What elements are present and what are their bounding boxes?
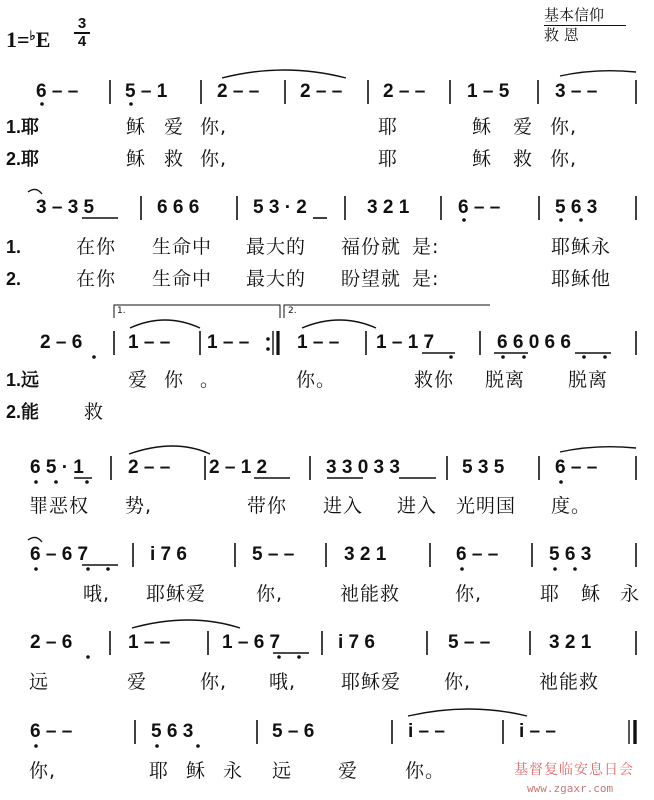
lyric-verse2: 救 (513, 148, 534, 170)
measure-notes: 3 2 1 (344, 544, 387, 565)
lyric-verse1: 爱 (164, 116, 185, 138)
lyric-line: 罪恶权 (29, 495, 90, 517)
measure-notes: 5 – – (448, 632, 491, 653)
lyric-line: 你。 (405, 760, 446, 782)
measure-notes: 3 2 1 (367, 197, 410, 218)
measure-notes: 5 3 5 (462, 457, 505, 478)
lyric-line: 你, (444, 671, 472, 693)
measure-notes: 6 – – (458, 197, 501, 218)
lyric-verse2: 2. (6, 269, 22, 289)
lyric-verse2: 最大的 (246, 268, 307, 290)
measure-notes: 2 – 1 2 (209, 457, 268, 478)
lyric-verse1: 1.耶 (6, 117, 40, 137)
measure-notes: 2 – – (300, 81, 343, 102)
final-barline (629, 720, 635, 744)
lyric-verse2: 2.耶 (6, 149, 40, 169)
lyric-line: 你, (256, 583, 284, 605)
lyric-verse1: 脱离 (485, 369, 526, 391)
lyric-verse1: 稣 (126, 116, 147, 138)
measure-notes: i – – (519, 721, 556, 742)
measure-notes: 1 – – (297, 332, 340, 353)
lyric-line: 耶 (149, 760, 170, 782)
lyric-verse2: 救 (164, 148, 185, 170)
measure-notes: 2 – – (128, 457, 171, 478)
measure-notes: 1 – 1 7 (376, 332, 435, 353)
measure-notes: 3 3 0 3 3 (326, 457, 400, 478)
measure-notes: 5 3 · 2 (253, 197, 307, 218)
watermark-url: www.zgaxr.com (527, 782, 614, 795)
lyric-verse1: 1. (6, 237, 22, 257)
measure-notes: 3 2 1 (549, 632, 592, 653)
measure-notes: 1 – 6 7 (222, 632, 281, 653)
lyric-line: 稣 (581, 583, 602, 605)
flat-symbol: ♭ (29, 28, 36, 43)
lyric-verse2: 在你 (76, 268, 117, 290)
lyric-verse1: 最大的 (246, 236, 307, 258)
lyric-verse1: 你, (550, 116, 578, 138)
measure-notes: 1 – – (128, 332, 171, 353)
lyric-verse2: 盼望就 (341, 268, 402, 290)
lyric-line: 哦, (269, 671, 297, 693)
lyric-line: 稣 (186, 760, 207, 782)
ties (28, 70, 636, 716)
lyric-line: 度。 (551, 495, 592, 517)
lyric-line: 你, (29, 760, 57, 782)
watermark-text: 基督复临安息日会 (514, 762, 634, 778)
measure-notes: 2 – 6 (30, 632, 73, 653)
lyric-line: 祂能救 (539, 671, 600, 693)
measure-notes: 5 – 6 (272, 721, 315, 742)
key-prefix: 1= (6, 27, 30, 52)
measure-notes: 6 – – (456, 544, 499, 565)
time-denominator: 4 (77, 33, 87, 50)
lyric-line: 耶稣爱 (146, 583, 207, 605)
measure-notes: 5 6 3 (151, 721, 194, 742)
measure-notes: 6 – – (555, 457, 598, 478)
measure-notes: 3 – – (555, 81, 598, 102)
lyric-verse2: 救 (84, 401, 105, 423)
lyric-verse1: 福份就 (341, 236, 402, 258)
lyric-verse1: 耶稣永 (551, 236, 612, 258)
lyric-verse2: 稣 (126, 148, 147, 170)
lyric-verse2: 耶 (378, 148, 399, 170)
lyric-verse1: 爱 (128, 369, 149, 391)
measure-notes: 3 – 3 5 (36, 197, 95, 218)
lyric-line: 势, (125, 495, 153, 517)
lyric-verse1: 爱 (513, 116, 534, 138)
measure-notes: 5 6 3 (549, 544, 592, 565)
lyric-verse2: 稣 (472, 148, 493, 170)
lyric-verse1: 在你 (76, 236, 117, 258)
lyric-line: 哦, (83, 583, 111, 605)
lyric-line: 远 (272, 760, 293, 782)
lyric-verse1: 你, (200, 116, 228, 138)
measure-notes: 2 – 6 (40, 332, 83, 353)
lyric-verse1: 脱离 (568, 369, 609, 391)
lyric-line: 爱 (127, 671, 148, 693)
lyric-verse2: 2.能 (6, 402, 40, 422)
lyric-verse1: 你。 (296, 369, 337, 391)
measure-notes: 5 – 1 (125, 81, 168, 102)
lyric-line: 你, (455, 583, 483, 605)
measure-notes: i 7 6 (338, 632, 375, 653)
lyric-verse1: 是: (412, 236, 440, 258)
lyric-line: 远 (29, 671, 50, 693)
lyric-verse2: 生命中 (152, 268, 213, 290)
measure-notes: 1 – 5 (467, 81, 510, 102)
measure-notes: 6 6 6 (157, 197, 200, 218)
lyric-line: 耶稣爱 (341, 671, 402, 693)
subcategory-label: 救 恩 (544, 26, 579, 44)
measure-notes: 6 5 · 1 (30, 457, 84, 478)
lyric-line: 祂能救 (340, 583, 401, 605)
lyric-verse1: 1.远 (6, 370, 40, 390)
lyric-verse2: 耶稣他 (551, 268, 612, 290)
lyric-verse1: 稣 (472, 116, 493, 138)
measure-notes: 2 – – (383, 81, 426, 102)
measure-notes: 1 – – (128, 632, 171, 653)
key-letter: E (35, 27, 51, 52)
measure-notes: 1 – – (207, 332, 250, 353)
lyric-verse2: 你, (550, 148, 578, 170)
lyric-verse1: 你 (164, 369, 185, 391)
lyric-verse1: 救你 (414, 369, 455, 391)
measure-notes: 6 – 6 7 (30, 544, 89, 565)
lyric-line: 你, (200, 671, 228, 693)
first-ending-label: 1. (117, 306, 126, 316)
lyric-line: 光明国 (456, 495, 517, 517)
lyric-line: 永 (223, 760, 244, 782)
measure-notes: 6 – – (30, 721, 73, 742)
measure-notes: i – – (408, 721, 445, 742)
repeat-barline (266, 331, 278, 355)
second-ending-label: 2. (288, 306, 297, 316)
ending-brackets (114, 305, 490, 318)
measure-notes: 5 6 3 (555, 197, 598, 218)
lyric-line: 永 (620, 583, 641, 605)
octave-dots-low (34, 102, 607, 748)
measure-notes: 5 – – (252, 544, 295, 565)
lyric-verse1: 生命中 (152, 236, 213, 258)
measure-notes: 6 6 0 6 6 (497, 332, 571, 353)
eighth-underlines (74, 218, 611, 653)
lyric-line: 进入 (397, 495, 438, 517)
lyric-line: 带你 (247, 495, 288, 517)
lyric-verse2: 是: (412, 268, 440, 290)
measure-notes: 2 – – (217, 81, 260, 102)
time-numerator: 3 (77, 15, 87, 32)
category-label: 基本信仰 (544, 6, 605, 24)
measure-notes: 6 – – (36, 81, 79, 102)
lyric-line: 爱 (338, 760, 359, 782)
lyric-line: 进入 (323, 495, 364, 517)
measure-notes: i 7 6 (150, 544, 187, 565)
lyric-verse2: 你, (200, 148, 228, 170)
lyric-verse1: 。 (200, 369, 221, 391)
lyric-line: 耶 (540, 583, 561, 605)
lyric-verse1: 耶 (378, 116, 399, 138)
